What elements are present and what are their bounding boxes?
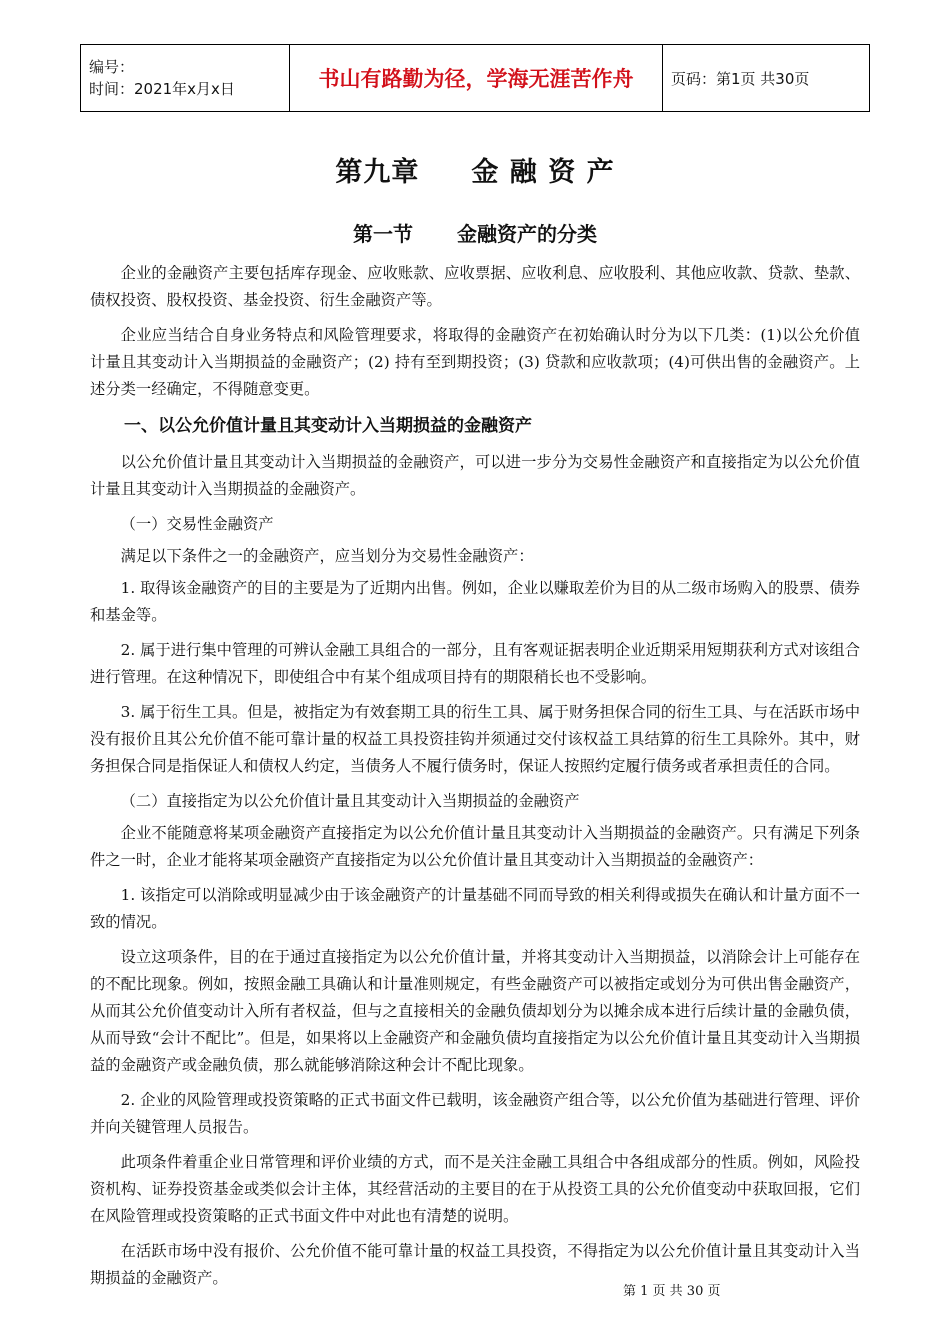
page-header-table [80,44,870,112]
document-date-label: 时间：2021年x月x日 [89,80,235,98]
paragraph: 企业不能随意将某项金融资产直接指定为以公允价值计量且其变动计入当期损益的金融资产。只有满足下列条件之一时，企业才能将某项金融资产直接指定为以公允价值计量且其变动计入当期损益的金融资产： [90,824,860,869]
chapter-name: 金 融 资 产 [471,157,615,188]
section-title [0,218,950,247]
paragraph: 设立这项条件，目的在于通过直接指定为以公允价值计量，并将其变动计入当期损益，以消除会计上可能存在的不配比现象。例如，按照金融工具确认和计量准则规定，有些金融资产可以被指定或划分为可供出售金融资产，从而其公允价值变动计入所有者权益，但与之直接相关的金融负债却划分为以摊余成本进行后续计量的金融负债，从而导致“会计不配比”。但是，如果将以上金融资产和金融负债均直接指定为以公允价值计量且其变动计入当期损益的金融资产或金融负债，那么就能够消除这种会计不配比现象。 [90,948,860,1074]
header-motto: 书山有路勤为径，学海无涯苦作舟 [290,45,663,112]
list-item: 2. 企业的风险管理或投资策略的正式书面文件已载明，该金融资产组合等，以公允价值为基础进行管理、评价并向关键管理人员报告。 [90,1091,860,1136]
section-number: 第一节 [353,222,413,246]
paragraph: 企业的金融资产主要包括库存现金、应收账款、应收票据、应收利息、应收股利、其他应收款、贷款、垫款、债权投资、股权投资、基金投资、衍生金融资产等。 [90,264,860,309]
paragraph: 企业应当结合自身业务特点和风险管理要求，将取得的金融资产在初始确认时分为以下几类：(1)以公允价值计量且其变动计入当期损益的金融资产；(2) 持有至到期投资；(3) 贷款和应收款项；(4)可供出售的金融资产。上述分类一经确定，不得随意变更。 [90,326,860,398]
list-item: 1. 该指定可以消除或明显减少由于该金融资产的计量基础不同而导致的相关利得或损失在确认和计量方面不一致的情况。 [90,886,860,931]
document-body [90,260,860,1300]
paragraph: 满足以下条件之一的金融资产，应当划分为交易性金融资产： [120,547,534,565]
list-item: 2. 属于进行集中管理的可辨认金融工具组合的一部分，且有客观证据表明企业近期采用短期获利方式对该组合进行管理。在这种情况下，即使组合中有某个组成项目持有的期限稍长也不受影响。 [90,641,860,686]
subheading: （一）交易性金融资产 [120,515,274,533]
document-number-label: 编号： [89,58,135,76]
header-meta-cell [81,45,290,112]
list-item: 3. 属于衍生工具。但是，被指定为有效套期工具的衍生工具、属于财务担保合同的衍生工具、与在活跃市场中没有报价且其公允价值不能可靠计量的权益工具投资挂钩并须通过交付该权益工具结算的衍生工具除外。其中，财务担保合同是指保证人和债权人约定，当债务人不履行债务时，保证人按照约定履行债务或者承担责任的合同。 [90,703,860,775]
chapter-number: 第九章 [335,157,420,188]
subheading: （二）直接指定为以公允价值计量且其变动计入当期损益的金融资产 [120,792,580,810]
header-page-info: 页码：第1页 共30页 [663,45,870,112]
paragraph: 在活跃市场中没有报价、公允价值不能可靠计量的权益工具投资，不得指定为以公允价值计量且其变动计入当期损益的金融资产。 [90,1242,860,1287]
section-name: 金融资产的分类 [457,222,597,246]
list-item: 1. 取得该金融资产的目的主要是为了近期内出售。例如，企业以赚取差价为目的从二级市场购入的股票、债券和基金等。 [90,579,860,624]
page-footer: 第 1 页 共 30 页 [623,1284,721,1299]
chapter-title [0,150,950,189]
paragraph: 以公允价值计量且其变动计入当期损益的金融资产，可以进一步分为交易性金融资产和直接指定为以公允价值计量且其变动计入当期损益的金融资产。 [90,453,860,498]
heading-level-1: 一、以公允价值计量且其变动计入当期损益的金融资产 [124,416,532,436]
paragraph: 此项条件着重企业日常管理和评价业绩的方式，而不是关注金融工具组合中各组成部分的性质。例如，风险投资机构、证券投资基金或类似会计主体，其经营活动的主要目的在于从投资工具的公允价值变动中获取回报，它们在风险管理或投资策略的正式书面文件中对此也有清楚的说明。 [90,1153,860,1225]
